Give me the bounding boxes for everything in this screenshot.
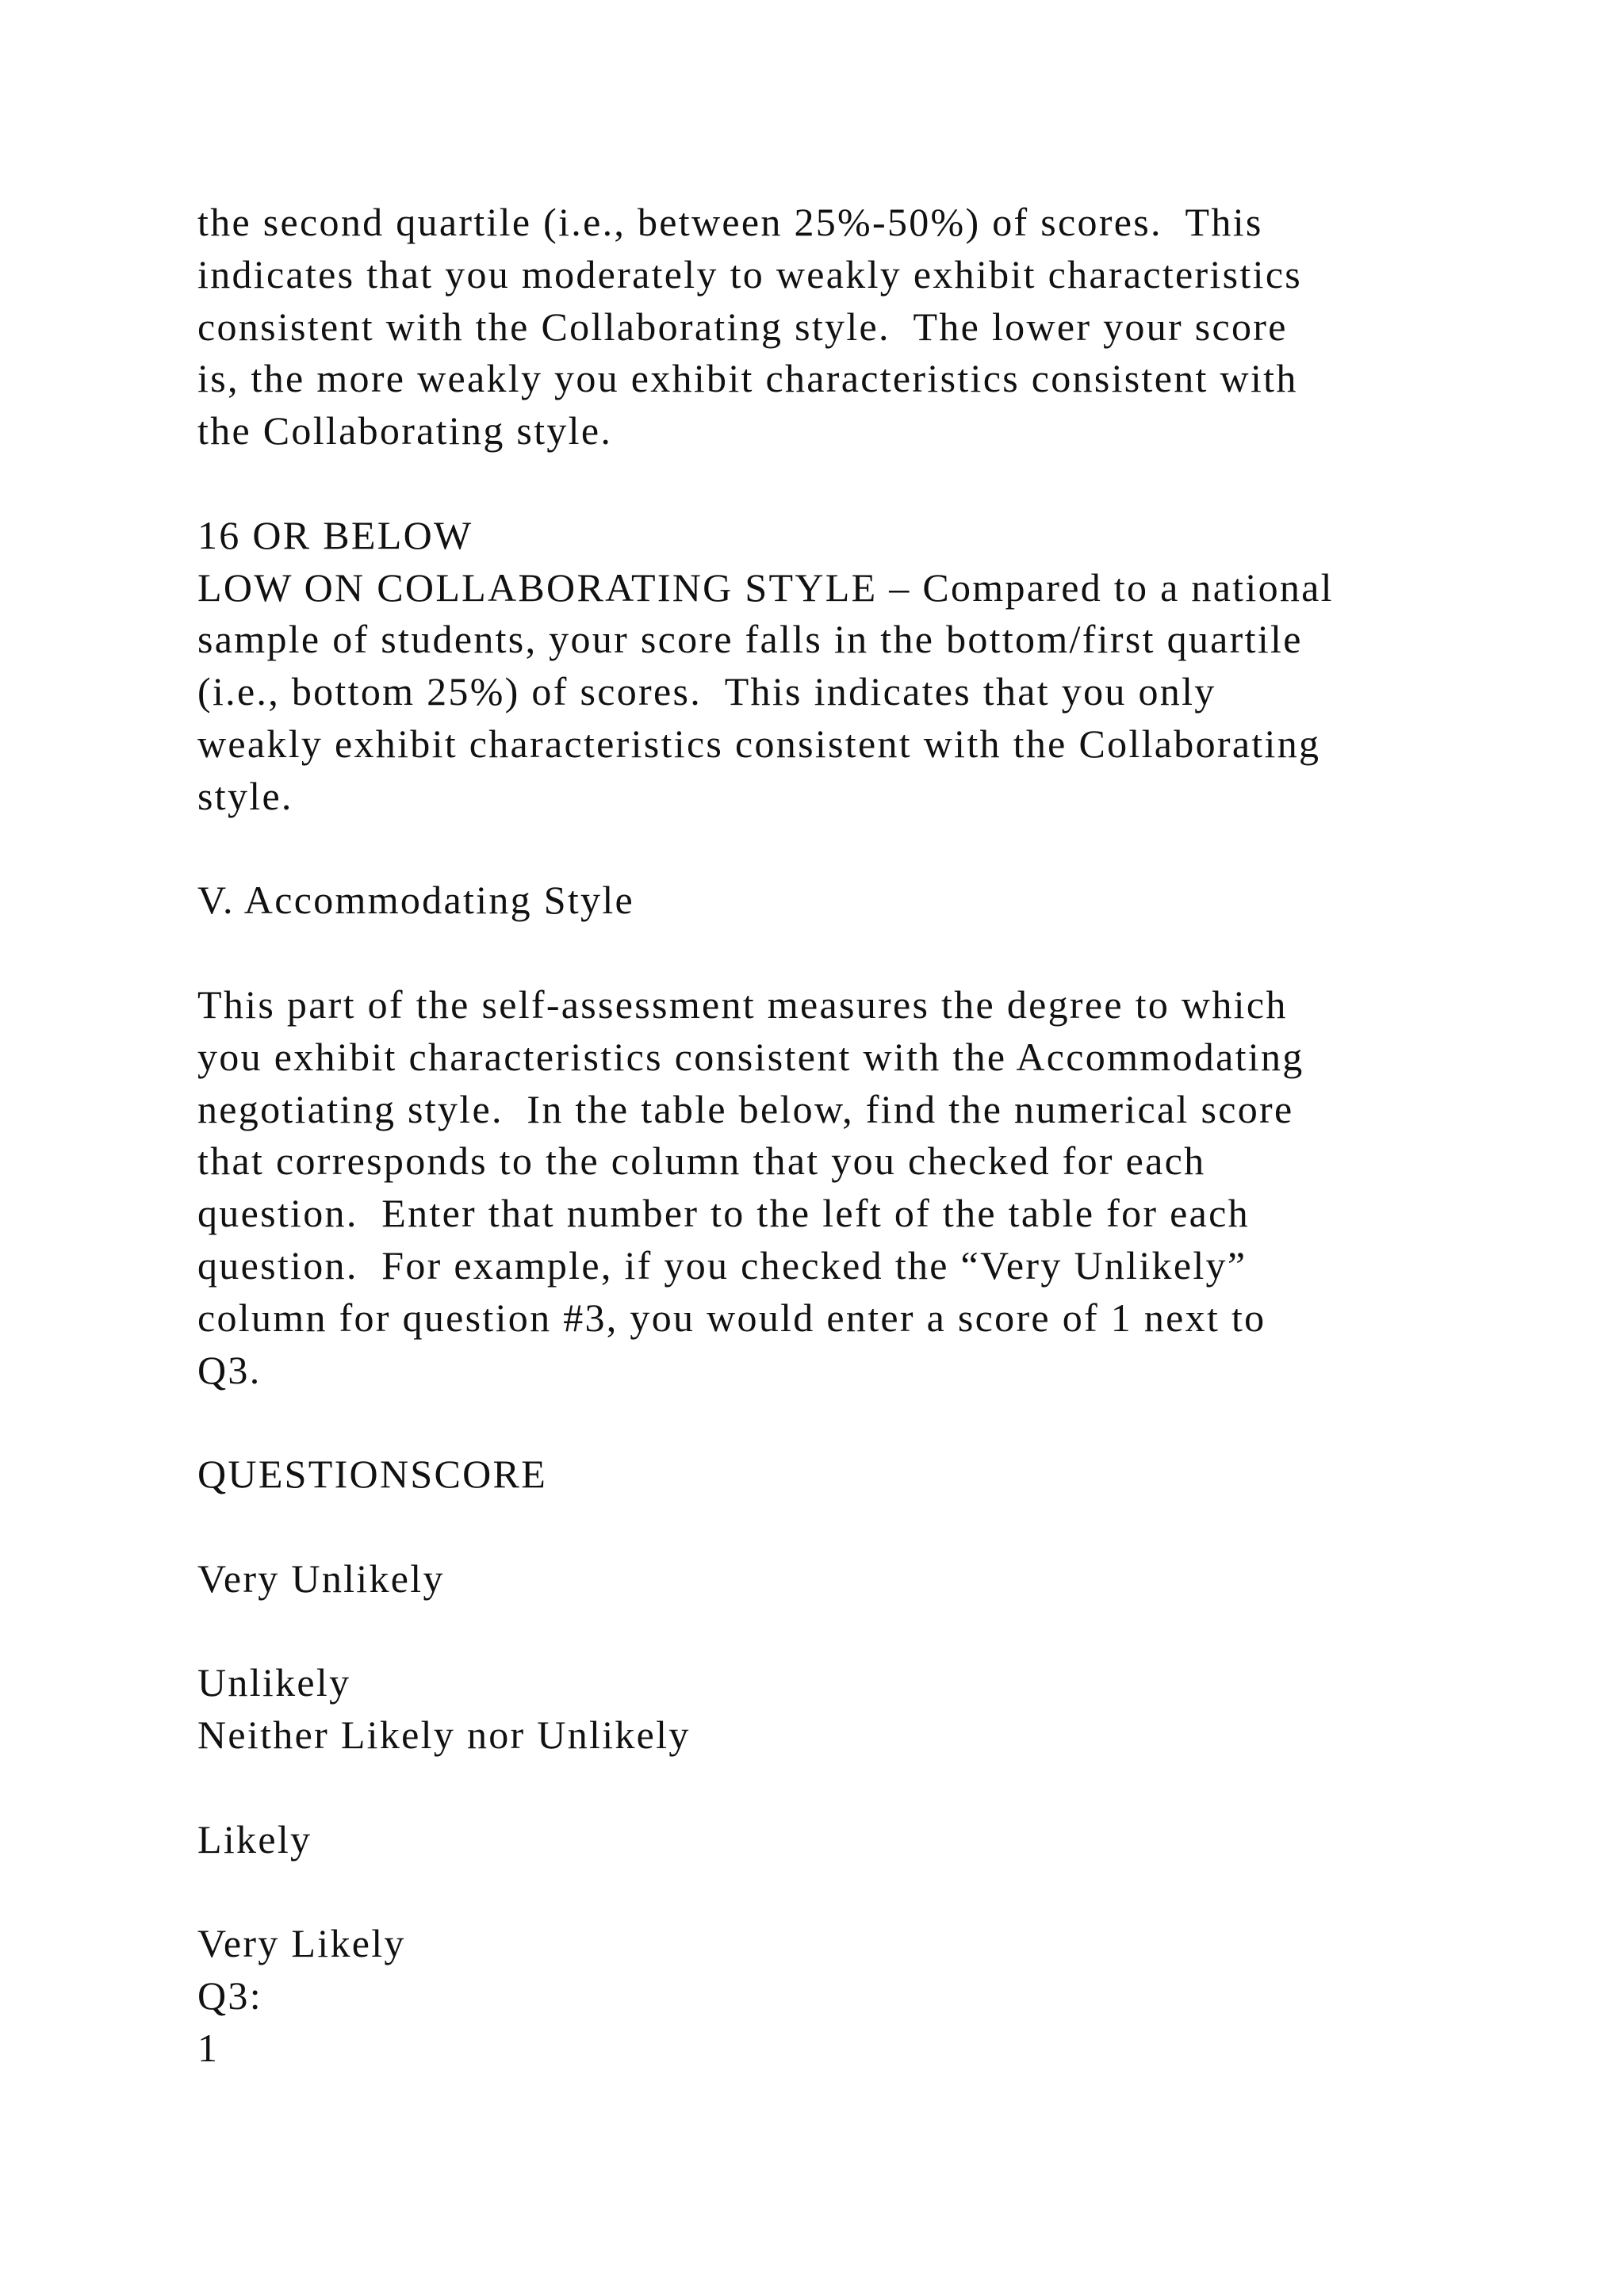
text-line: V. Accommodating Style <box>197 878 635 923</box>
text-line: Q3. <box>197 1347 262 1392</box>
paragraph-spacer <box>197 823 1482 875</box>
text-line: Neither Likely nor Unlikely <box>197 1712 691 1758</box>
text-line: QUESTIONSCORE <box>197 1452 548 1497</box>
text-line: Q3: <box>197 1973 262 2019</box>
column-very-likely-q3 <box>197 1918 1482 2074</box>
text-line: LOW ON COLLABORATING STYLE – Compared to a national <box>197 564 1334 610</box>
table-header-question-score <box>197 1448 1482 1501</box>
text-line: Very Likely <box>197 1921 406 1966</box>
text-line: column for question #3, you would enter a score of 1 next to <box>197 1295 1266 1340</box>
text-line: Unlikely <box>197 1660 351 1705</box>
text-line: 16 OR BELOW <box>197 512 473 557</box>
paragraph-spacer <box>197 927 1482 979</box>
column-unlikely-neither <box>197 1657 1482 1762</box>
text-line: This part of the self-assessment measures the degree to which <box>197 982 1288 1027</box>
paragraph-spacer <box>197 1762 1482 1814</box>
text-line: the Collaborating style. <box>197 408 613 453</box>
section-heading-accommodating <box>197 874 1482 927</box>
document-body <box>197 197 1482 2075</box>
text-line: is, the more weakly you exhibit characteristics consistent with <box>197 356 1298 401</box>
text-line: consistent with the Collaborating style. The lower your score <box>197 304 1288 349</box>
text-line: indicates that you moderately to weakly exhibit characteristics <box>197 251 1303 297</box>
paragraph-spacer <box>197 1866 1482 1919</box>
column-likely <box>197 1814 1482 1866</box>
text-line: Very Unlikely <box>197 1556 445 1601</box>
paragraph-accommodating-instructions <box>197 979 1482 1396</box>
text-line: the second quartile (i.e., between 25%-50%) of scores. This <box>197 200 1263 244</box>
paragraph-second-quartile <box>197 197 1482 457</box>
text-line: you exhibit characteristics consistent with the Accommodating <box>197 1034 1304 1079</box>
paragraph-spacer <box>197 1501 1482 1553</box>
text-line: sample of students, your score falls in the bottom/first quartile <box>197 617 1303 662</box>
paragraph-spacer <box>197 457 1482 510</box>
paragraph-spacer <box>197 1605 1482 1658</box>
column-very-unlikely <box>197 1553 1482 1605</box>
text-line: style. <box>197 773 293 818</box>
text-line: 1 <box>197 2025 220 2070</box>
text-line: Likely <box>197 1816 312 1862</box>
text-line: question. Enter that number to the left of the table for each <box>197 1191 1250 1236</box>
paragraph-low-on-collaborating <box>197 510 1482 823</box>
paragraph-spacer <box>197 1396 1482 1448</box>
text-line: (i.e., bottom 25%) of scores. This indicates that you only <box>197 669 1216 714</box>
text-line: question. For example, if you checked the “Very Unlikely” <box>197 1242 1247 1288</box>
text-line: negotiating style. In the table below, find the numerical score <box>197 1086 1294 1131</box>
text-line: weakly exhibit characteristics consistent with the Collaborating <box>197 721 1321 766</box>
text-line: that corresponds to the column that you checked for each <box>197 1138 1206 1184</box>
